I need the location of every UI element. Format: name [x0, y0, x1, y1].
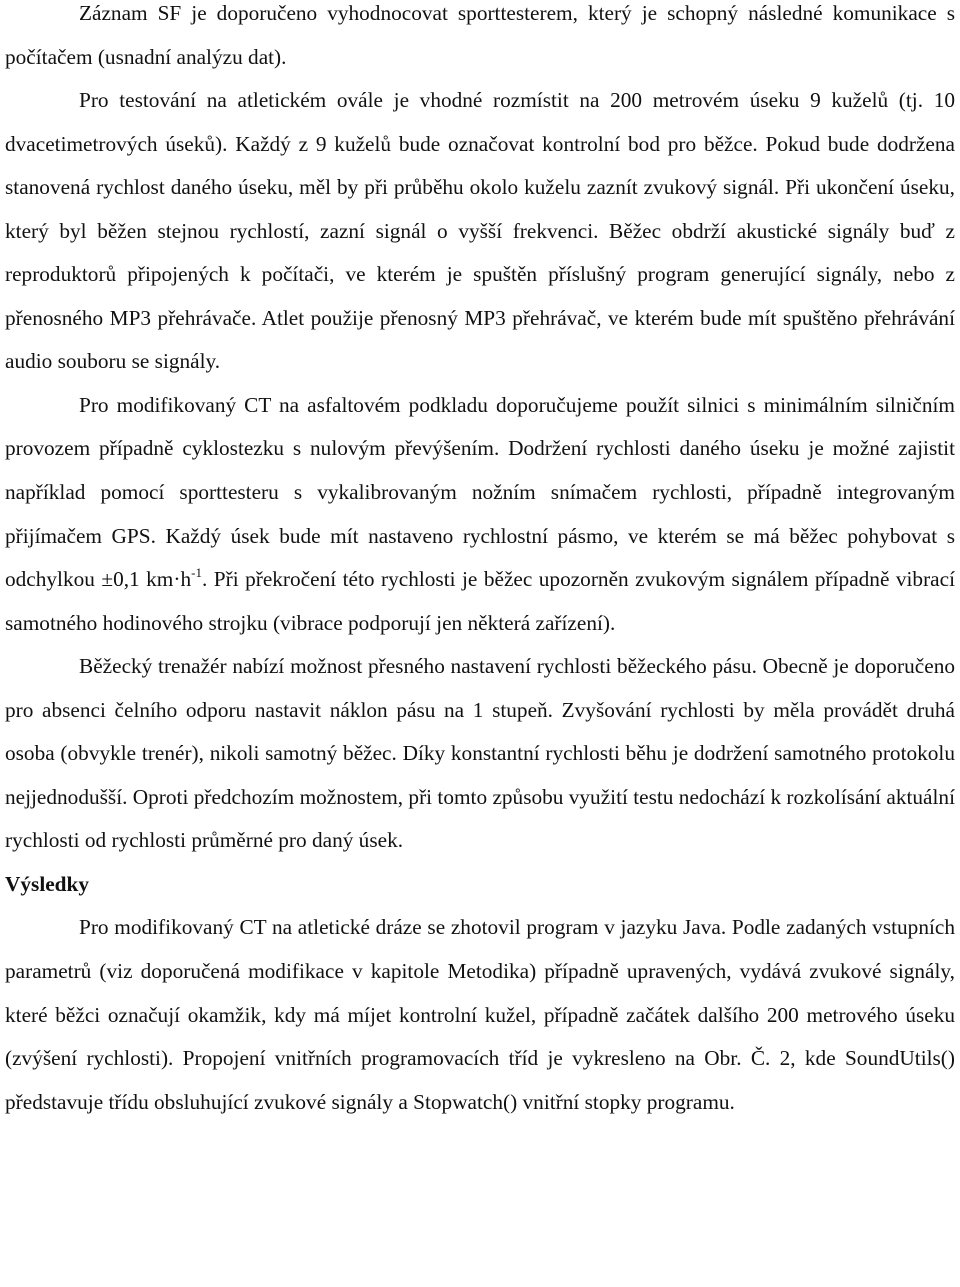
- unit-superscript: -1: [191, 565, 202, 581]
- paragraph-text-continued: . Při překročení této rychlosti je běžec upozorněn zvukovým signálem případně vibrací samotného hodinového strojku (vibrace podporují jen některá zařízení).: [5, 567, 955, 635]
- paragraph-text: Pro modifikovaný CT na atletické dráze se zhotovil program v jazyku Java. Podle zadaných vstupních parametrů (viz doporučená modifikace v kapitole Metodika) případně upravených, vydává zvukové signály, které běžci označují okamžik, kdy má míjet kontrolní kužel, případně začátek dalšího 200 metrového úseku (zvýšení rychlosti). Propojení vnitřních programovacích tříd je vykresleno na Obr. Č. 2, kde SoundUtils() představuje třídu obsluhující zvukové signály a Stopwatch() vnitřní stopky programu.: [5, 915, 955, 1114]
- paragraph-athletic-oval: [5, 79, 955, 384]
- paragraph-asphalt-surface: [5, 384, 955, 645]
- paragraph-treadmill: [5, 645, 955, 863]
- section-heading-results: Výsledky: [5, 871, 90, 896]
- paragraph-text: Pro modifikovaný CT na asfaltovém podkladu doporučujeme použít silnici s minimálním silničním provozem případně cyklostezku s nulovým převýšením. Dodržení rychlosti daného úseku je možné zajistit například pomocí sporttesteru s vykalibrovaným nožním snímačem rychlosti, případně integrovaným přijímačem GPS. Každý úsek bude mít nastaveno rychlostní pásmo, ve kterém se má běžec pohybovat s odchylkou ±0,1 km·h: [5, 392, 955, 592]
- paragraph-heart-rate-recording: [5, 0, 955, 79]
- paragraph-text: Pro testování na atletickém ovále je vhodné rozmístit na 200 metrovém úseku 9 kuželů (tj. 10 dvacetimetrových úseků). Každý z 9 kuželů bude označovat kontrolní bod pro běžce. Pokud bude dodržena stanovená rychlost daného úseku, měl by při průběhu okolo kuželu zaznít zvukový signál. Při ukončení úseku, který byl běžen stejnou rychlostí, zazní signál o vyšší frekvenci. Běžec obdrží akustické signály buď z reproduktorů připojených k počítači, ve kterém je spuštěn příslušný program generující signály, nebo z přenosného MP3 přehrávače. Atlet použije přenosný MP3 přehrávač, ve kterém bude mít spuštěno přehrávání audio souboru se signály.: [5, 88, 955, 374]
- paragraph-text: Běžecký trenažér nabízí možnost přesného nastavení rychlosti běžeckého pásu. Obecně je doporučeno pro absenci čelního odporu nastavit náklon pásu na 1 stupeň. Zvyšování rychlosti by měla provádět druhá osoba (obvykle trenér), nikoli samotný běžec. Díky konstantní rychlosti běhu je dodržení samotného protokolu nejjednodušší. Oproti předchozím možnostem, při tomto způsobu využití testu nedochází k rozkolísání aktuální rychlosti od rychlosti průměrné pro daný úsek.: [5, 654, 955, 853]
- paragraph-text: Záznam SF je doporučeno vyhodnocovat sporttesterem, který je schopný následné komunikace s počítačem (usnadní analýzu dat).: [5, 1, 955, 69]
- paragraph-java-program: [5, 906, 955, 1124]
- document-page: [5, 0, 955, 1124]
